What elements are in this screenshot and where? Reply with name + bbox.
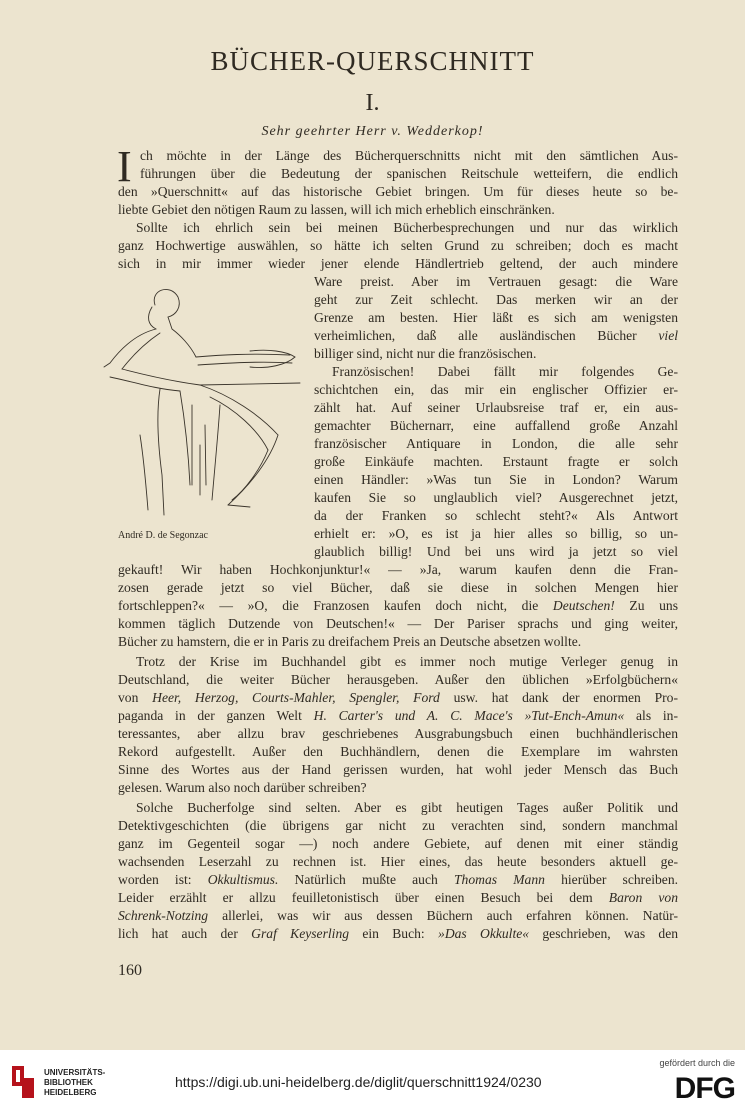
text-line: von Heer, Herzog, Courts-Mahler, Spengler, Ford usw. hat dank der enormen Pro- xyxy=(118,690,678,705)
text-line: große Einkäufe machten. Erstaunt fragte er solch xyxy=(314,454,678,469)
text-line: schichtchen ein, das mir ein englischer Offizier er- xyxy=(314,382,678,397)
text-line: einen Händler: »Was tun Sie in London? Warum xyxy=(314,472,678,487)
text-line: Detektivgeschichten (die übrigens gar nicht zu verachten sind, sondern manchmal xyxy=(118,818,678,833)
text-line: den »Querschnitt« auf das historische Gebiet bringen. Um für dieses heute so be- xyxy=(118,184,678,199)
text-line: Solche Bucherfolge sind selten. Aber es gibt heutigen Tages außer Politik und xyxy=(136,800,678,815)
text-line: sich in mir immer wieder jener elende Händlertrieb geltend, der auch mindere xyxy=(118,256,678,271)
text-line: verheimlichen, daß alle ausländischen Bücher viel xyxy=(314,328,679,343)
page-title: BÜCHER-QUERSCHNITT xyxy=(210,46,535,76)
section-number: I. xyxy=(365,90,380,116)
text-line: Trotz der Krise im Buchhandel gibt es immer noch mutige Verleger genug in xyxy=(136,654,678,669)
text-line: Leider erzählt er allzu feuilletonistisch über einen Besuch bei dem Baron von xyxy=(118,890,678,905)
text-line: Rekord aufgestellt. Außer den Buchhändlern, denen die Exemplare im wahrsten xyxy=(118,744,678,759)
text-line: geht zur Zeit schlecht. Das merken wir an der xyxy=(314,292,678,307)
drop-initial: I xyxy=(117,142,132,191)
library-line: BIBLIOTHEK xyxy=(44,1078,93,1087)
text-line: da der Franken so schlecht steht?« Als Antwort xyxy=(314,508,678,523)
text-line: billiger sind, nicht nur die französischen. xyxy=(314,346,537,361)
text-line: liebte Gebiet den nötigen Raum zu lassen, will ich mich erheblich einschränken. xyxy=(118,202,555,217)
text-line: zählt hat. Auf seiner Urlaubsreise traf er, ein aus- xyxy=(314,400,678,415)
text-line: fortschleppen?« — »O, die Franzosen kaufen doch nicht, die Deutschen! Zu uns xyxy=(118,598,678,613)
text-line: gekauft! Wir haben Hochkonjunktur!« — »Ja, warum kaufen denn die Fran- xyxy=(118,562,678,577)
text-line: kommen täglich Dutzende von Deutschen!« — Der Pariser sprachs und ging weiter, xyxy=(118,616,678,631)
text-line: worden ist: Okkultismus. Natürlich mußte auch Thomas Mann hierüber schreiben. xyxy=(118,872,679,887)
text-line: Ware preist. Aber im Vertrauen gesagt: die Ware xyxy=(314,274,678,289)
text-line: Grenze am besten. Hier läßt es sich am wenigsten xyxy=(314,310,678,325)
dfg-logo: DFG xyxy=(674,1072,735,1105)
text-line: gelesen. Warum also noch darüber schreiben? xyxy=(118,780,367,795)
text-line: glaublich billig! Und bei uns wird ja jetzt so viel xyxy=(314,544,678,559)
text-line: führungen über die Bedeutung der spanischen Reitschule wetteifern, die endlich xyxy=(140,166,678,181)
illustration-caption: André D. de Segonzac xyxy=(118,530,208,541)
permalink-url[interactable]: https://digi.ub.uni-heidelberg.de/diglit/querschnitt1924/0230 xyxy=(175,1074,542,1090)
text-line: paganda in der ganzen Welt H. Carter's und A. C. Mace's »Tut-Ench-Amun« als in- xyxy=(118,708,678,723)
text-line: Französischen! Dabei fällt mir folgendes Ge- xyxy=(332,364,678,379)
text-line: Sinne des Wortes aus der Hand gerissen wurden, hat wohl jeder Mensch das Buch xyxy=(118,762,678,777)
university-library-logo-icon xyxy=(8,1064,38,1100)
text-line: französischer Antiquare in London, die alle sehr xyxy=(314,436,678,451)
library-name xyxy=(44,1068,105,1098)
text-line: ganz Hochwertige auswählen, so hätte ich selten Grund zu schreiben; doch es macht xyxy=(118,238,678,253)
text-line: ganz im Gegenteil sogar —) noch andere Gebiete, auf denen mit einer ständig xyxy=(118,836,678,851)
text-line: lich hat auch der Graf Keyserling ein Buch: »Das Okkulte« geschrieben, was den xyxy=(118,926,679,941)
funding-label: gefördert durch die xyxy=(659,1058,735,1068)
footer-bar xyxy=(0,1050,745,1113)
text-line: Deutschland, die weiter Bücher herausgeben. Außer den üblichen »Erfolgbüchern« xyxy=(118,672,678,687)
text-line: zosen gerade jetzt so viel Bücher, daß sie diese in solchen Mengen hier xyxy=(118,580,678,595)
page-number: 160 xyxy=(118,962,142,979)
text-line: teressantes, aber allzu brav geschriebenes Ausgrabungsbuch einen buchhändlerischen xyxy=(118,726,678,741)
text-line: erhielt er: »O, es ist ja hier alles so billig, so un- xyxy=(314,526,678,541)
text-line: Bücher zu hamstern, die er in Paris zu dreifachem Preis an Deutsche absetzen wollte. xyxy=(118,634,582,649)
text-line: wachsenden Leserzahl zu rechnen ist. Hier eines, das heute besonders aktuell ge- xyxy=(118,854,678,869)
salutation: Sehr geehrter Herr v. Wedderkop! xyxy=(261,124,484,139)
text-line: Sollte ich ehrlich sein bei meinen Bücherbesprechungen und nur das wirklich xyxy=(136,220,678,235)
figure-drawing-icon xyxy=(100,285,310,525)
library-line: UNIVERSITÄTS- xyxy=(44,1068,106,1077)
library-line: HEIDELBERG xyxy=(44,1088,97,1097)
text-line: kaufen Sie so unglaublich viel? Ausgerechnet jetzt, xyxy=(314,490,678,505)
text-line: gemachter Büchernarr, eine auffallend große Anzahl xyxy=(314,418,678,433)
text-line: Schrenk-Notzing allerlei, was wir aus dessen Büchern auch erfahren können. Natür- xyxy=(118,908,678,923)
text-line: ch möchte in der Länge des Bücherquerschnitts nicht mit den sämtlichen Aus- xyxy=(140,148,678,163)
